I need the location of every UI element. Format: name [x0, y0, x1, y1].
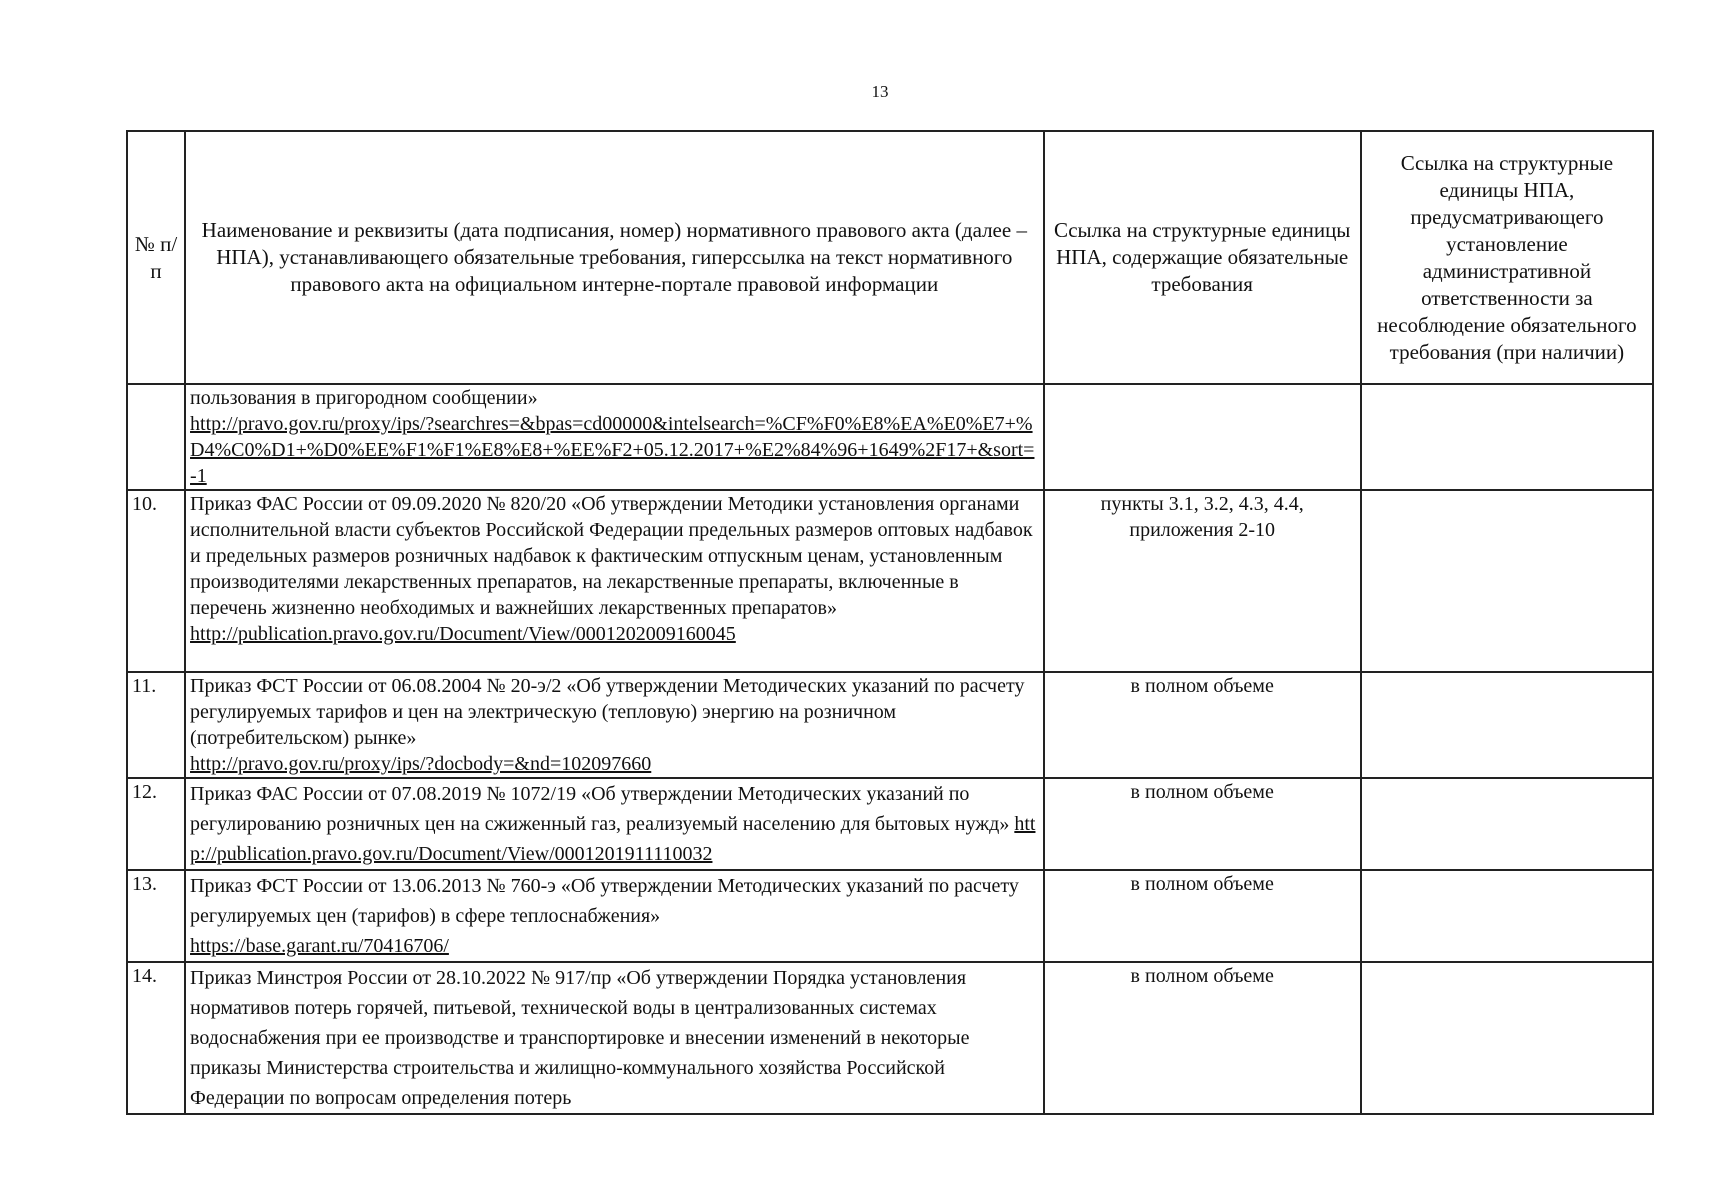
row-number [127, 384, 185, 490]
header-number: № п/п [127, 131, 185, 384]
requirement-reference: в полном объеме [1044, 962, 1361, 1114]
liability-reference [1361, 384, 1653, 490]
act-text: Приказ ФАС России от 07.08.2019 № 1072/19 «Об утверждении Методических указаний по регулированию розничных цен на сжиженный газ, реализуемый населению для бытовых нужд» [190, 783, 1010, 835]
act-cell [185, 490, 1044, 672]
liability-reference [1361, 962, 1653, 1114]
row-number: 11. [127, 672, 185, 778]
act-cell [185, 384, 1044, 490]
table-row [127, 962, 1653, 1114]
act-text: пользования в пригородном сообщении» [190, 387, 538, 409]
row-number: 10. [127, 490, 185, 672]
liability-reference [1361, 672, 1653, 778]
requirement-reference: в полном объеме [1044, 672, 1361, 778]
requirements-table [126, 130, 1654, 1115]
act-text: Приказ ФАС России от 09.09.2020 № 820/20 «Об утверждении Методики установления органами исполнительной власти субъектов Российской Федерации предельных размеров оптовых надбавок и предельных размеров розничных надбавок к фактическим отпускным ценам, установленным производителями лекарственных препаратов, на лекарственные препараты, включенные в перечень жизненно необходимых и важнейших лекарственных препаратов» [190, 493, 1033, 619]
act-link[interactable]: https://base.garant.ru/70416706/ [190, 935, 449, 957]
table-header-row [127, 131, 1653, 384]
row-number: 13. [127, 870, 185, 962]
act-link[interactable]: http://pravo.gov.ru/proxy/ips/?searchres=&bpas=cd00000&intelsearch=%CF%F0%E8%EA%E0%E7+%D4%C0%D1+%D0%EE%F1%F1%E8%E8+%EE%F2+05.12.2017+%E2%84%96+1649%2F17+&sort=-1 [190, 413, 1035, 487]
act-cell [185, 672, 1044, 778]
requirement-reference: в полном объеме [1044, 778, 1361, 870]
act-link[interactable]: http://publication.pravo.gov.ru/Document/View/0001201911110032 [190, 813, 1036, 865]
act-link[interactable]: http://pravo.gov.ru/proxy/ips/?docbody=&nd=102097660 [190, 753, 652, 775]
requirement-reference: пункты 3.1, 3.2, 4.3, 4.4, приложения 2-10 [1044, 490, 1361, 672]
page-number: 13 [871, 82, 889, 101]
header-liability-reference: Ссылка на структурные единицы НПА, предусматривающего установление административной ответственности за несоблюдение обязательного требования (при наличии) [1361, 131, 1653, 384]
act-link[interactable]: http://publication.pravo.gov.ru/Document/View/0001202009160045 [190, 623, 736, 645]
requirement-reference [1044, 384, 1361, 490]
act-text: Приказ ФСТ России от 06.08.2004 № 20-э/2 «Об утверждении Методических указаний по расчету регулируемых тарифов и цен на электрическую (тепловую) энергию на розничном (потребительском) рынке» [190, 675, 1025, 749]
row-number: 14. [127, 962, 185, 1114]
table-row [127, 384, 1653, 490]
table-row [127, 870, 1653, 962]
liability-reference [1361, 870, 1653, 962]
header-requirement-reference: Ссылка на структурные единицы НПА, содержащие обязательные требования [1044, 131, 1361, 384]
row-number: 12. [127, 778, 185, 870]
act-text: Приказ ФСТ России от 13.06.2013 № 760-э «Об утверждении Методических указаний по расчету регулируемых цен (тарифов) в сфере теплоснабжения» [190, 875, 1019, 927]
table-row [127, 490, 1653, 672]
liability-reference [1361, 778, 1653, 870]
act-cell [185, 778, 1044, 870]
act-cell [185, 870, 1044, 962]
requirement-reference: в полном объеме [1044, 870, 1361, 962]
table-row [127, 778, 1653, 870]
liability-reference [1361, 490, 1653, 672]
table-row [127, 672, 1653, 778]
header-act-name: Наименование и реквизиты (дата подписания, номер) нормативного правового акта (далее – НПА), устанавливающего обязательные требования, гиперссылка на текст нормативного правового акта на официальном интерне-портале правовой информации [185, 131, 1044, 384]
act-cell [185, 962, 1044, 1114]
act-text: Приказ Минстроя России от 28.10.2022 № 917/пр «Об утверждении Порядка установления нормативов потерь горячей, питьевой, технической воды в централизованных системах водоснабжения при ее производстве и транспортировке и внесении изменений в некоторые приказы Министерства строительства и жилищно-коммунального хозяйства Российской Федерации по вопросам определения потерь [190, 967, 970, 1109]
